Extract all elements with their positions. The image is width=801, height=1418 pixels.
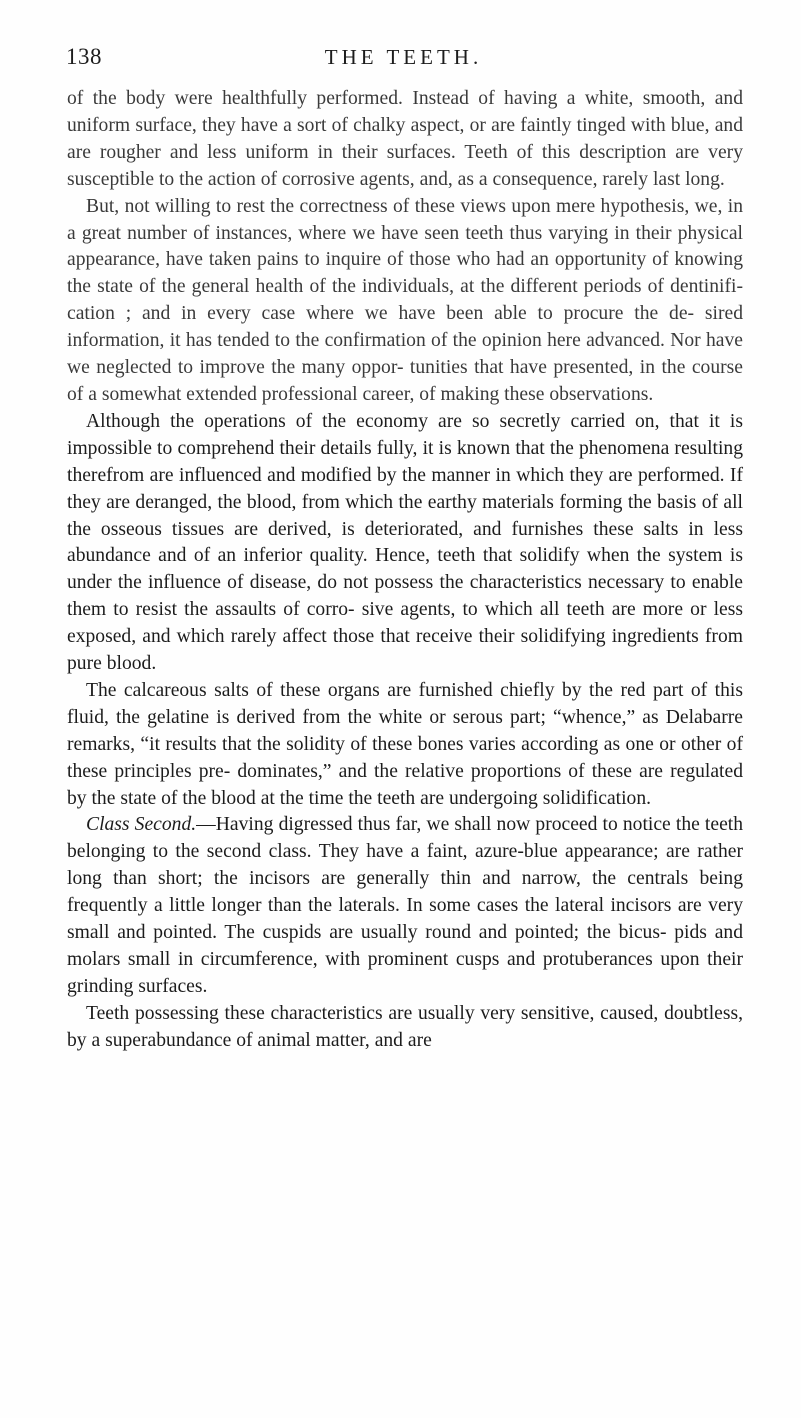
running-title: THE TEETH.	[324, 45, 483, 69]
paragraph-6: Teeth possessing these characteristics are usually very sensitive, caused, doubtless, by a superabundance of animal matter, and are	[67, 1002, 743, 1051]
body-text	[67, 86, 743, 1055]
running-head	[66, 44, 741, 74]
paragraph-2: But, not willing to rest the correctness of these views upon mere hypothesis, we, in a great number of instances, where we have seen teeth thus varying in their physical appearance, have taken pains to inquire of those who had an opportunity of knowing the state of the general health of the individuals, at the different periods of dentinifi- cation ; and in every case where we have been able to procure the de- sired information, it has tended to the confirmation of the opinion here advanced. Nor have we neglected to improve the many oppor- tunities that have presented, in the course of a somewhat extended professional career, of making these observations.	[67, 195, 743, 405]
paragraph-4: The calcareous salts of these organs are furnished chiefly by the red part of this fluid, the gelatine is derived from the white or serous part; “whence,” as Delabarre remarks, “it results that the solidity of these bones varies according as one or other of these principles pre- dominates,” and the relative proportions of these are regulated by the state of the blood at the time the teeth are undergoing solidification.	[67, 679, 743, 809]
section-heading: Class Second.	[86, 814, 197, 836]
page-number: 138	[66, 44, 102, 69]
paragraph-5	[67, 812, 743, 1000]
paragraph-1: of the body were healthfully performed. Instead of having a white, smooth, and uniform surface, they have a sort of chalky aspect, or are faintly tinged with blue, and are rougher and less uniform in their surfaces. Teeth of this description are very susceptible to the action of corrosive agents, and, as a consequence, rarely last long.	[67, 88, 743, 190]
paragraph-3: Although the operations of the economy are so secretly carried on, that it is impossible to comprehend their details fully, it is known that the phenomena resulting therefrom are influenced and modified by the manner in which they are performed. If they are deranged, the blood, from which the earthy materials forming the basis of all the osseous tissues are derived, is deteriorated, and furnishes these salts in less abundance and of an inferior quality. Hence, teeth that solidify when the system is under the influence of disease, do not possess the characteristics necessary to enable them to resist the assaults of corro- sive agents, to which all teeth are more or less exposed, and which rarely affect those that receive their solidifying ingredients from pure blood.	[67, 410, 743, 675]
paragraph-5-text: —Having digressed thus far, we shall now proceed to notice the teeth belonging to the second class. They have a faint, azure-blue appearance; are rather long than short; the incisors are generally thin and narrow, the centrals being frequently a little longer than the laterals. In some cases the lateral incisors are very small and pointed. The cuspids are usually round and pointed; the bicus- pids and molars small in circumference, with prominent cusps and protuberances upon their grinding surfaces.	[67, 814, 744, 997]
